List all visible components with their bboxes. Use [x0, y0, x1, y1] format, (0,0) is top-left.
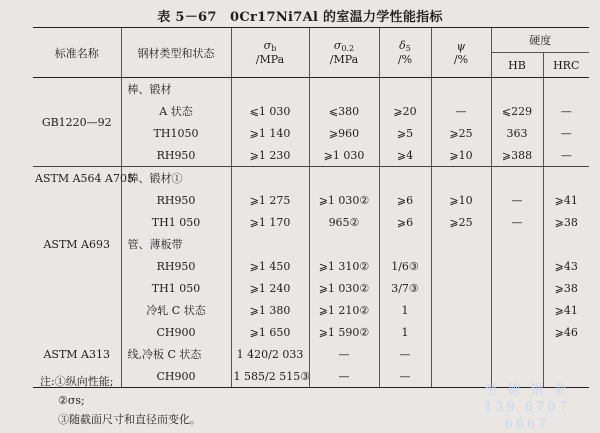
header-material: 钢材类型和状态	[121, 28, 231, 78]
psi-cell	[431, 343, 491, 365]
standard-cell: GB1220—92	[33, 78, 121, 167]
type-cell: TH1050	[121, 122, 231, 144]
psi-cell: ⩾10	[431, 189, 491, 211]
sigma-b-cell	[231, 233, 309, 255]
header-sigma-02	[309, 28, 379, 78]
sigma-02-cell: ⩾960	[309, 122, 379, 144]
sigma-b-cell: ⩾1 170	[231, 211, 309, 233]
standard-cell-empty	[33, 321, 121, 343]
type-cell: RH950	[121, 189, 231, 211]
type-cell: 棒、锻材	[121, 78, 231, 101]
table-row	[33, 255, 589, 277]
sigma-02-cell: ⩾1 590②	[309, 321, 379, 343]
delta5-cell: ⩾6	[379, 189, 431, 211]
table-row	[33, 299, 589, 321]
delta5-cell: —	[379, 343, 431, 365]
sigma-02-cell	[309, 167, 379, 190]
delta5-subscript: 5	[405, 44, 411, 53]
type-cell: CH900	[121, 321, 231, 343]
hrc-cell: ⩾43	[543, 255, 589, 277]
hb-cell	[491, 321, 543, 343]
hb-cell: ⩾388	[491, 144, 543, 167]
table-row	[33, 78, 589, 101]
standard-cell-empty	[33, 299, 121, 321]
hb-cell	[491, 343, 543, 365]
watermark-line-1: 至 德 钢 业	[484, 383, 570, 398]
hb-cell	[491, 233, 543, 255]
standard-cell: ASTM A693	[43, 237, 110, 251]
sigma-02-cell: ⩾1 030②	[309, 189, 379, 211]
delta5-cell: 1/6③	[379, 255, 431, 277]
table-row	[33, 343, 589, 365]
sigma-b-cell: ⩾1 450	[231, 255, 309, 277]
type-cell: A 状态	[121, 100, 231, 122]
standard-cell-empty	[33, 211, 121, 233]
hrc-cell: —	[543, 144, 589, 167]
delta5-cell	[379, 78, 431, 101]
type-cell: 冷轧 C 状态	[121, 299, 231, 321]
table-row	[33, 189, 589, 211]
sigma-b-cell	[231, 78, 309, 101]
sigma-02-cell: ⩾1 210②	[309, 299, 379, 321]
hrc-cell: —	[543, 100, 589, 122]
hrc-cell: ⩾38	[543, 211, 589, 233]
table-row	[33, 233, 589, 255]
hrc-cell: ⩾46	[543, 321, 589, 343]
hb-cell: 363	[491, 122, 543, 144]
standard-cell-empty	[33, 255, 121, 277]
table-row	[33, 211, 589, 233]
hrc-cell	[543, 343, 589, 365]
hb-cell	[491, 299, 543, 321]
header-hardness: 硬度	[491, 28, 589, 53]
delta5-cell: ⩾20	[379, 100, 431, 122]
hrc-cell	[543, 78, 589, 101]
type-cell: RH950	[121, 255, 231, 277]
delta5-symbol: δ	[399, 39, 406, 52]
psi-cell: ⩾25	[431, 211, 491, 233]
header-sigma-b	[231, 28, 309, 78]
type-cell: RH950	[121, 144, 231, 167]
note-2: ②σs;	[58, 394, 85, 407]
hb-cell	[491, 277, 543, 299]
hb-cell: —	[491, 211, 543, 233]
hb-cell	[491, 167, 543, 190]
sigma-b-cell: ⩾1 650	[231, 321, 309, 343]
standard-cell-empty	[33, 277, 121, 299]
table-row	[33, 321, 589, 343]
type-cell: 线,冷板 C 状态	[121, 343, 231, 365]
header-hrc: HRC	[543, 53, 589, 78]
header-delta5	[379, 28, 431, 78]
table-notes	[40, 372, 201, 429]
properties-table	[33, 27, 589, 388]
hb-cell: ⩽229	[491, 100, 543, 122]
delta5-cell: 1	[379, 299, 431, 321]
standard-cell: ASTM A313	[43, 347, 110, 361]
sigma-02-cell: —	[309, 365, 379, 388]
sigma-b-cell: 1 585/2 515③	[231, 365, 309, 388]
hb-cell: —	[491, 189, 543, 211]
sigma-02-cell: ⩾1 310②	[309, 255, 379, 277]
psi-unit: /%	[453, 52, 469, 66]
type-cell: 管、薄板带	[121, 233, 231, 255]
table-row	[33, 277, 589, 299]
delta5-cell	[379, 233, 431, 255]
sigma-b-symbol: σ	[263, 39, 272, 52]
sigma-02-cell	[309, 78, 379, 101]
type-cell: CH900	[121, 365, 231, 388]
watermark	[462, 382, 592, 433]
sigma-b-cell: ⩾1 140	[231, 122, 309, 144]
sigma-b-cell	[231, 167, 309, 190]
delta5-cell: ⩾5	[379, 122, 431, 144]
type-cell: 棒、锻材①	[121, 167, 231, 190]
psi-cell	[431, 255, 491, 277]
note-1: 注:①纵向性能;	[40, 375, 114, 388]
sigma-b-cell: ⩾1 275	[231, 189, 309, 211]
sigma-02-unit: /MPa	[329, 53, 359, 66]
psi-cell	[431, 321, 491, 343]
sigma-b-unit: /MPa	[255, 53, 285, 66]
hrc-cell	[543, 233, 589, 255]
delta5-unit: /%	[397, 53, 413, 66]
psi-cell: ⩾10	[431, 144, 491, 167]
hb-cell	[491, 78, 543, 101]
psi-cell	[431, 167, 491, 190]
psi-cell	[431, 233, 491, 255]
hrc-cell: ⩾41	[543, 189, 589, 211]
psi-cell: ⩾25	[431, 122, 491, 144]
sigma-02-cell: ⩾1 030	[309, 144, 379, 167]
delta5-cell: ⩾6	[379, 211, 431, 233]
sigma-b-cell: ⩾1 240	[231, 277, 309, 299]
delta5-cell: 1	[379, 321, 431, 343]
hb-cell	[491, 255, 543, 277]
hrc-cell	[543, 167, 589, 190]
table-row	[33, 167, 589, 190]
type-cell: TH1 050	[121, 211, 231, 233]
hrc-cell: ⩾38	[543, 277, 589, 299]
header-standard: 标准名称	[33, 28, 121, 78]
type-cell: TH1 050	[121, 277, 231, 299]
sigma-02-symbol: σ	[333, 39, 342, 52]
hrc-cell: —	[543, 122, 589, 144]
hrc-cell: ⩾41	[543, 299, 589, 321]
watermark-line-2: 139 6707 6667	[483, 400, 571, 432]
delta5-cell: —	[379, 365, 431, 388]
delta5-cell: 3/7③	[379, 277, 431, 299]
psi-cell	[431, 277, 491, 299]
header-psi	[431, 28, 491, 78]
table-title: 表 5－67 0Cr17Ni7Al 的室温力学性能指标	[157, 10, 443, 25]
header-hb: HB	[491, 53, 543, 78]
sigma-b-cell: 1 420/2 033	[231, 343, 309, 365]
psi-cell	[431, 78, 491, 101]
standard-cell: ASTM A564 A705	[35, 171, 134, 185]
sigma-02-subscript: 0.2	[341, 44, 355, 53]
sigma-b-subscript: b	[271, 44, 277, 53]
delta5-cell	[379, 167, 431, 190]
sigma-b-cell: ⩾1 230	[231, 144, 309, 167]
sigma-b-cell: ⩽1 030	[231, 100, 309, 122]
sigma-b-cell: ⩾1 380	[231, 299, 309, 321]
psi-symbol: ψ	[456, 39, 466, 53]
sigma-02-cell: 965②	[309, 211, 379, 233]
psi-cell: —	[431, 100, 491, 122]
sigma-02-cell	[309, 233, 379, 255]
delta5-cell: ⩾4	[379, 144, 431, 167]
sigma-02-cell: ⩾1 030②	[309, 277, 379, 299]
note-3: ③随截面尺寸和直径而变化。	[58, 413, 201, 426]
standard-cell-empty	[33, 189, 121, 211]
sigma-02-cell: —	[309, 343, 379, 365]
sigma-02-cell: ⩽380	[309, 100, 379, 122]
psi-cell	[431, 299, 491, 321]
